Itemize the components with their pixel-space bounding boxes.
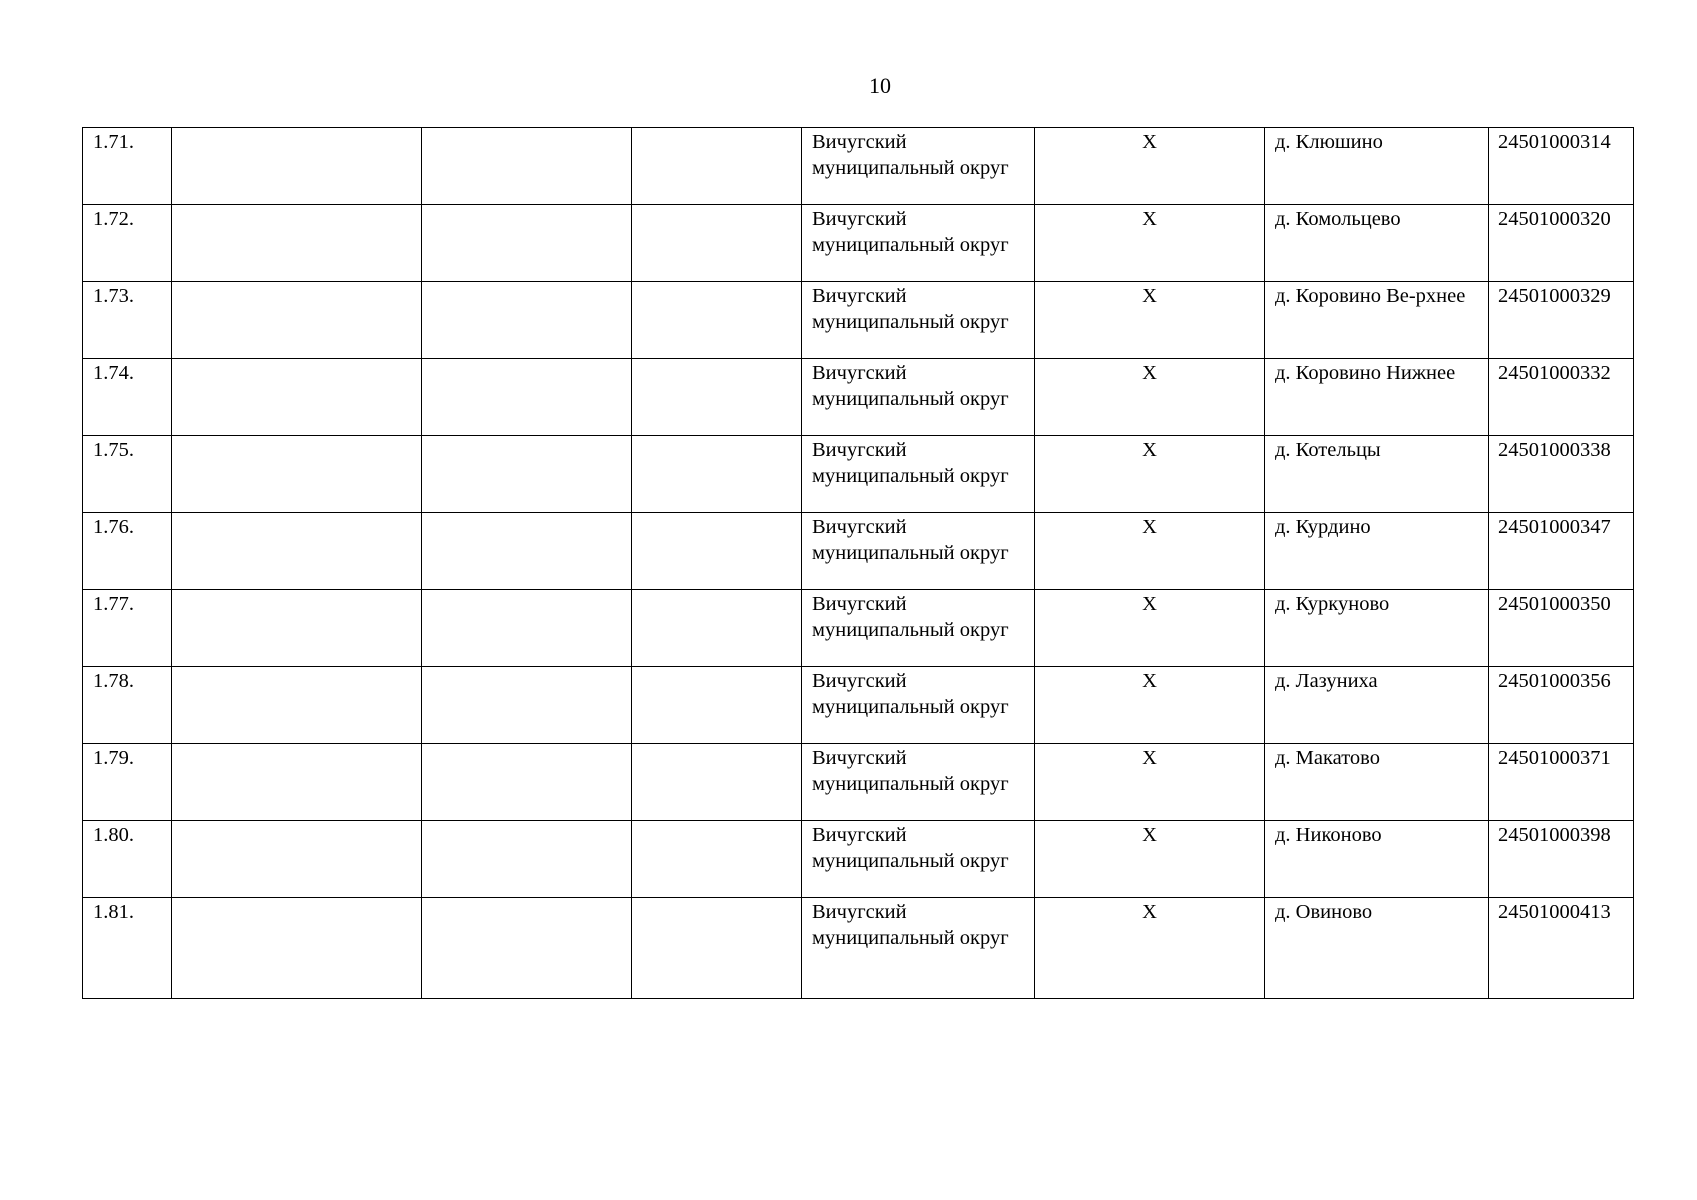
row-number: 1.80. [83, 821, 172, 898]
row-number: 1.71. [83, 128, 172, 205]
empty-cell [632, 898, 802, 999]
table-row [83, 898, 1634, 999]
mark-cell: Х [1035, 128, 1265, 205]
settlement-cell: д. Лазуниха [1265, 667, 1489, 744]
empty-cell [172, 667, 422, 744]
mark-cell: Х [1035, 744, 1265, 821]
row-number: 1.78. [83, 667, 172, 744]
row-number: 1.76. [83, 513, 172, 590]
table-row [83, 667, 1634, 744]
empty-cell [422, 513, 632, 590]
empty-cell [632, 282, 802, 359]
oktmo-code-cell: 24501000356 [1489, 667, 1634, 744]
row-number: 1.75. [83, 436, 172, 513]
page-number: 10 [869, 73, 891, 98]
table-row [83, 128, 1634, 205]
settlement-cell: д. Курдино [1265, 513, 1489, 590]
empty-cell [172, 821, 422, 898]
oktmo-code-cell: 24501000338 [1489, 436, 1634, 513]
empty-cell [422, 898, 632, 999]
oktmo-code-cell: 24501000398 [1489, 821, 1634, 898]
empty-cell [632, 359, 802, 436]
table-row [83, 744, 1634, 821]
mark-cell: Х [1035, 898, 1265, 999]
empty-cell [172, 205, 422, 282]
row-number: 1.72. [83, 205, 172, 282]
district-cell: Вичугский муниципальный округ [802, 821, 1035, 898]
mark-cell: Х [1035, 590, 1265, 667]
mark-cell: Х [1035, 667, 1265, 744]
table-row [83, 205, 1634, 282]
oktmo-code-cell: 24501000314 [1489, 128, 1634, 205]
district-cell: Вичугский муниципальный округ [802, 359, 1035, 436]
empty-cell [632, 513, 802, 590]
empty-cell [172, 898, 422, 999]
settlement-cell: д. Клюшино [1265, 128, 1489, 205]
oktmo-code-cell: 24501000371 [1489, 744, 1634, 821]
district-cell: Вичугский муниципальный округ [802, 513, 1035, 590]
settlements-table [82, 127, 1634, 999]
table-row [83, 513, 1634, 590]
empty-cell [422, 821, 632, 898]
district-cell: Вичугский муниципальный округ [802, 667, 1035, 744]
settlement-cell: д. Макатово [1265, 744, 1489, 821]
mark-cell: Х [1035, 205, 1265, 282]
mark-cell: Х [1035, 282, 1265, 359]
empty-cell [172, 359, 422, 436]
empty-cell [422, 128, 632, 205]
empty-cell [632, 590, 802, 667]
row-number: 1.79. [83, 744, 172, 821]
oktmo-code-cell: 24501000350 [1489, 590, 1634, 667]
empty-cell [632, 667, 802, 744]
empty-cell [422, 744, 632, 821]
table-row [83, 821, 1634, 898]
settlement-cell: д. Овиново [1265, 898, 1489, 999]
mark-cell: Х [1035, 359, 1265, 436]
district-cell: Вичугский муниципальный округ [802, 282, 1035, 359]
district-cell: Вичугский муниципальный округ [802, 744, 1035, 821]
empty-cell [422, 359, 632, 436]
empty-cell [632, 205, 802, 282]
empty-cell [422, 436, 632, 513]
row-number: 1.77. [83, 590, 172, 667]
empty-cell [632, 744, 802, 821]
empty-cell [632, 128, 802, 205]
empty-cell [172, 436, 422, 513]
table-row [83, 590, 1634, 667]
empty-cell [172, 282, 422, 359]
oktmo-code-cell: 24501000332 [1489, 359, 1634, 436]
table-row [83, 436, 1634, 513]
oktmo-code-cell: 24501000320 [1489, 205, 1634, 282]
district-cell: Вичугский муниципальный округ [802, 436, 1035, 513]
oktmo-code-cell: 24501000413 [1489, 898, 1634, 999]
mark-cell: Х [1035, 821, 1265, 898]
row-number: 1.74. [83, 359, 172, 436]
oktmo-code-cell: 24501000347 [1489, 513, 1634, 590]
settlement-cell: д. Коровино Ве-рхнее [1265, 282, 1489, 359]
table-row [83, 282, 1634, 359]
district-cell: Вичугский муниципальный округ [802, 128, 1035, 205]
empty-cell [172, 128, 422, 205]
mark-cell: Х [1035, 513, 1265, 590]
row-number: 1.81. [83, 898, 172, 999]
row-number: 1.73. [83, 282, 172, 359]
empty-cell [632, 821, 802, 898]
settlement-cell: д. Никоново [1265, 821, 1489, 898]
empty-cell [172, 744, 422, 821]
empty-cell [422, 667, 632, 744]
district-cell: Вичугский муниципальный округ [802, 205, 1035, 282]
mark-cell: Х [1035, 436, 1265, 513]
empty-cell [632, 436, 802, 513]
empty-cell [422, 282, 632, 359]
empty-cell [422, 205, 632, 282]
district-cell: Вичугский муниципальный округ [802, 898, 1035, 999]
empty-cell [172, 590, 422, 667]
oktmo-code-cell: 24501000329 [1489, 282, 1634, 359]
table-row [83, 359, 1634, 436]
district-cell: Вичугский муниципальный округ [802, 590, 1035, 667]
settlement-cell: д. Куркуново [1265, 590, 1489, 667]
settlement-cell: д. Коровино Нижнее [1265, 359, 1489, 436]
settlement-cell: д. Котельцы [1265, 436, 1489, 513]
empty-cell [172, 513, 422, 590]
empty-cell [422, 590, 632, 667]
settlement-cell: д. Комольцево [1265, 205, 1489, 282]
